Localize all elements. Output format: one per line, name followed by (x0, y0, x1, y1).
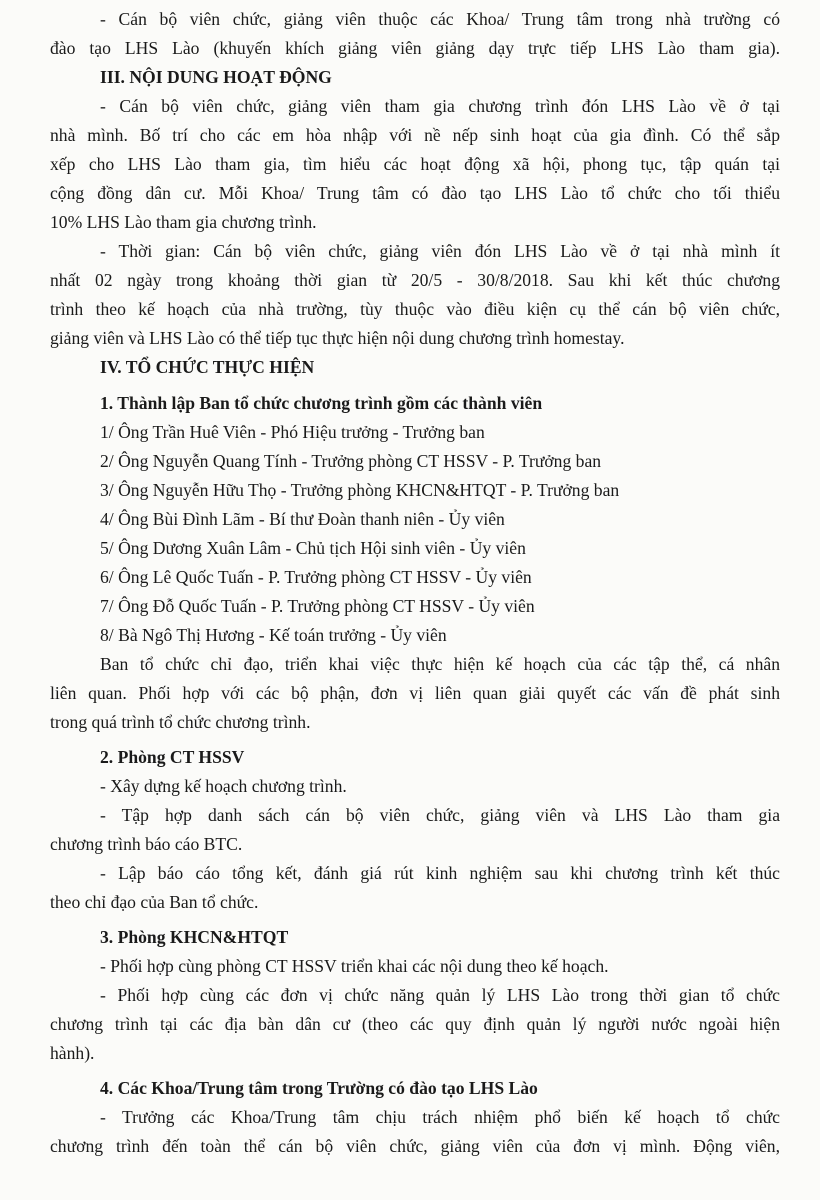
body-line: - Trưởng các Khoa/Trung tâm chịu trách nhiệm phổ biến kế hoạch tổ chức (100, 1107, 780, 1127)
body-line: xếp cho LHS Lào tham gia, tìm hiểu các hoạt động xã hội, phong tục, tập quán tại (50, 154, 780, 174)
subsection-heading: 4. Các Khoa/Trung tâm trong Trường có đào tạo LHS Lào (100, 1078, 538, 1098)
member-item: 6/ Ông Lê Quốc Tuấn - P. Trưởng phòng CT HSSV - Ủy viên (100, 567, 532, 587)
body-line: 10% LHS Lào tham gia chương trình. (50, 212, 317, 232)
subsection-heading: 2. Phòng CT HSSV (100, 747, 245, 767)
body-line: cộng đồng dân cư. Mỗi Khoa/ Trung tâm có đào tạo LHS Lào tổ chức cho tối thiểu (50, 183, 780, 203)
member-item: 4/ Ông Bùi Đình Lãm - Bí thư Đoàn thanh niên - Ủy viên (100, 509, 505, 529)
body-line: hành). (50, 1043, 95, 1063)
body-line: - Phối hợp cùng các đơn vị chức năng quản lý LHS Lào trong thời gian tổ chức (100, 985, 780, 1005)
body-line: nhà mình. Bố trí cho các em hòa nhập với nề nếp sinh hoạt của gia đình. Có thể sắp (50, 125, 780, 145)
body-line: - Tập hợp danh sách cán bộ viên chức, giảng viên và LHS Lào tham gia (100, 805, 780, 825)
member-item: 1/ Ông Trần Huê Viên - Phó Hiệu trưởng - Trưởng ban (100, 422, 485, 442)
member-item: 5/ Ông Dương Xuân Lâm - Chủ tịch Hội sinh viên - Ủy viên (100, 538, 526, 558)
body-line: giảng viên và LHS Lào có thể tiếp tục thực hiện nội dung chương trình homestay. (50, 328, 625, 348)
body-line: đào tạo LHS Lào (khuyến khích giảng viên giảng dạy trực tiếp LHS Lào tham gia). (50, 38, 780, 58)
body-line: - Cán bộ viên chức, giảng viên thuộc các Khoa/ Trung tâm trong nhà trường có (100, 9, 780, 29)
member-item: 8/ Bà Ngô Thị Hương - Kế toán trưởng - Ủy viên (100, 625, 447, 645)
body-line: - Cán bộ viên chức, giảng viên tham gia chương trình đón LHS Lào về ở tại (100, 96, 780, 116)
body-line: - Phối hợp cùng phòng CT HSSV triển khai các nội dung theo kế hoạch. (100, 956, 609, 976)
section-heading: III. NỘI DUNG HOẠT ĐỘNG (100, 67, 332, 87)
body-line: nhất 02 ngày trong khoảng thời gian từ 20/5 - 30/8/2018. Sau khi kết thúc chương (50, 270, 780, 290)
body-line: chương trình báo cáo BTC. (50, 834, 243, 854)
body-line: theo chỉ đạo của Ban tổ chức. (50, 892, 259, 912)
member-item: 7/ Ông Đỗ Quốc Tuấn - P. Trưởng phòng CT HSSV - Ủy viên (100, 596, 535, 616)
subsection-heading: 3. Phòng KHCN&HTQT (100, 927, 289, 947)
member-item: 3/ Ông Nguyễn Hữu Thọ - Trưởng phòng KHCN&HTQT - P. Trưởng ban (100, 480, 620, 500)
body-line: trong quá trình tổ chức chương trình. (50, 712, 311, 732)
section-heading: IV. TỔ CHỨC THỰC HIỆN (100, 357, 315, 377)
subsection-heading: 1. Thành lập Ban tổ chức chương trình gồm các thành viên (100, 393, 543, 413)
body-line: trình theo kế hoạch của nhà trường, tùy thuộc vào điều kiện cụ thể cán bộ viên chức, (50, 299, 780, 319)
body-line: chương trình đến toàn thể cán bộ viên chức, giảng viên của đơn vị mình. Động viên, (50, 1136, 780, 1156)
body-line: - Xây dựng kế hoạch chương trình. (100, 776, 347, 796)
body-line: chương trình tại các địa bàn dân cư (theo các quy định quản lý người nước ngoài hiện (50, 1014, 780, 1034)
member-item: 2/ Ông Nguyễn Quang Tính - Trưởng phòng CT HSSV - P. Trưởng ban (100, 451, 602, 471)
body-line: Ban tổ chức chỉ đạo, triển khai việc thực hiện kế hoạch của các tập thể, cá nhân (100, 654, 780, 674)
body-line: liên quan. Phối hợp với các bộ phận, đơn vị liên quan giải quyết các vấn đề phát sinh (50, 683, 780, 703)
body-line: - Lập báo cáo tổng kết, đánh giá rút kinh nghiệm sau khi chương trình kết thúc (100, 863, 780, 883)
body-line: - Thời gian: Cán bộ viên chức, giảng viên đón LHS Lào về ở tại nhà mình ít (100, 241, 780, 261)
